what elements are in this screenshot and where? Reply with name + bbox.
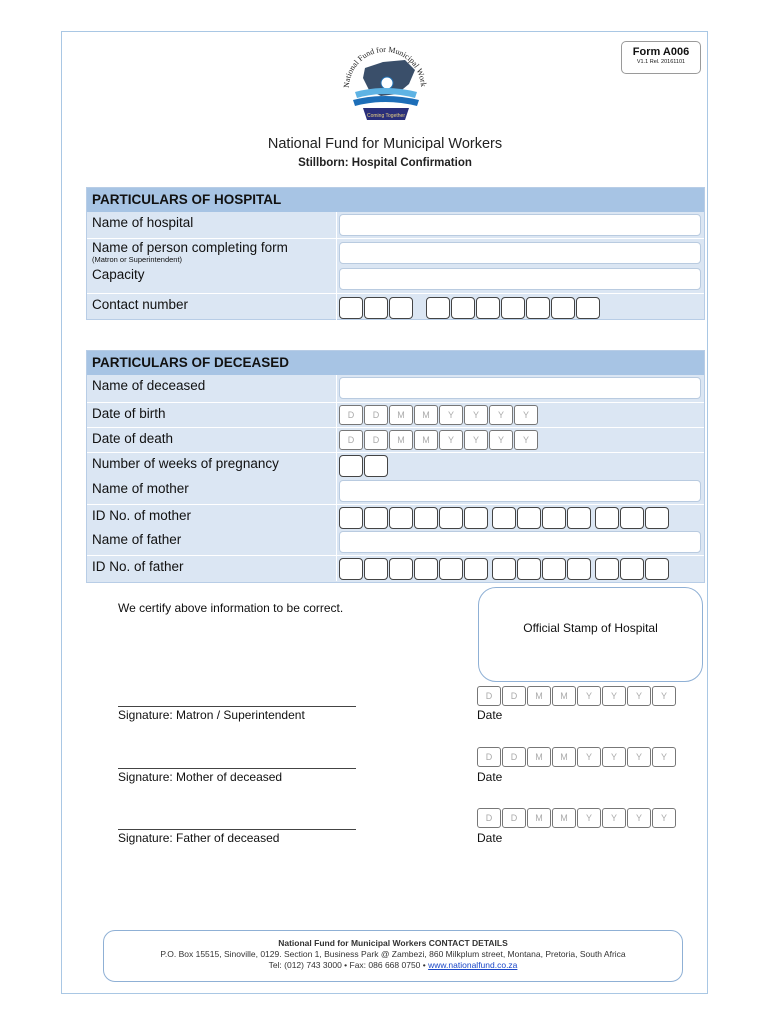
logo-arc-text: National Fund for Municipal Work: [341, 44, 429, 89]
date-of-death-boxes: [339, 430, 539, 450]
hospital-section-heading: PARTICULARS OF HOSPITAL: [87, 188, 704, 212]
hospital-name-row: [87, 212, 704, 238]
date-box[interactable]: D: [339, 430, 363, 450]
digit-box[interactable]: [517, 507, 541, 529]
father-id-label: ID No. of father: [92, 559, 184, 574]
date-box[interactable]: M: [527, 808, 551, 828]
digit-box[interactable]: [389, 507, 413, 529]
digit-box[interactable]: [492, 507, 516, 529]
capacity-label: Capacity: [92, 267, 145, 282]
digit-box[interactable]: [567, 558, 591, 580]
mother-date-boxes: [477, 747, 677, 767]
mother-name-label: Name of mother: [92, 481, 189, 496]
person-completing-note: (Matron or Superintendent): [92, 255, 183, 264]
date-box[interactable]: Y: [577, 747, 601, 767]
date-box[interactable]: Y: [489, 430, 513, 450]
date-box[interactable]: D: [364, 405, 388, 425]
stamp-label: Official Stamp of Hospital: [523, 621, 658, 635]
date-of-death-row: [87, 427, 704, 452]
date-box[interactable]: M: [552, 747, 576, 767]
digit-box[interactable]: [389, 558, 413, 580]
father-date-label: Date: [477, 831, 503, 845]
contact-number-label: Contact number: [92, 297, 189, 312]
mother-id-label: ID No. of mother: [92, 508, 192, 523]
mother-name-row: [87, 479, 704, 504]
matron-date-label: Date: [477, 708, 503, 722]
digit-box[interactable]: [364, 558, 388, 580]
digit-box[interactable]: [339, 558, 363, 580]
digit-box[interactable]: [439, 558, 463, 580]
date-box[interactable]: M: [552, 686, 576, 706]
date-box[interactable]: Y: [602, 808, 626, 828]
date-box[interactable]: D: [477, 747, 501, 767]
date-box[interactable]: Y: [489, 405, 513, 425]
father-name-row: [87, 530, 704, 555]
digit-box[interactable]: [339, 507, 363, 529]
capacity-row: [87, 267, 704, 293]
father-signature-line[interactable]: [118, 829, 356, 830]
deceased-name-input[interactable]: [339, 377, 701, 399]
date-box[interactable]: Y: [602, 747, 626, 767]
date-box[interactable]: D: [477, 808, 501, 828]
capacity-input[interactable]: [339, 268, 701, 290]
contact-details-footer: [103, 930, 683, 982]
logo-ribbon-text: Coming Together: [367, 113, 405, 119]
digit-box[interactable]: [339, 455, 363, 477]
matron-signature-label: Signature: Matron / Superintendent: [118, 708, 305, 722]
digit-box[interactable]: [439, 507, 463, 529]
digit-box[interactable]: [476, 297, 500, 319]
digit-box[interactable]: [620, 558, 644, 580]
organisation-title: National Fund for Municipal Workers: [267, 136, 503, 152]
digit-box[interactable]: [620, 507, 644, 529]
digit-box[interactable]: [645, 507, 669, 529]
hospital-name-input[interactable]: [339, 214, 701, 236]
father-signature-label: Signature: Father of deceased: [118, 831, 280, 845]
deceased-section: [86, 350, 705, 583]
digit-box[interactable]: [492, 558, 516, 580]
contact-number-row: [87, 293, 704, 320]
footer-website-link[interactable]: www.nationalfund.co.za: [428, 960, 518, 970]
person-completing-row: [87, 238, 704, 267]
digit-box[interactable]: [526, 297, 550, 319]
father-name-input[interactable]: [339, 531, 701, 553]
form-version: V1.1 Rel. 20161101: [636, 59, 686, 65]
date-box[interactable]: Y: [464, 405, 488, 425]
digit-box[interactable]: [567, 507, 591, 529]
father-date-boxes: [477, 808, 677, 828]
date-box[interactable]: Y: [439, 405, 463, 425]
date-box[interactable]: Y: [652, 747, 676, 767]
date-box[interactable]: Y: [464, 430, 488, 450]
matron-date-boxes: [477, 686, 677, 706]
date-of-death-label: Date of death: [92, 431, 174, 446]
date-box[interactable]: Y: [627, 747, 651, 767]
date-box[interactable]: M: [527, 686, 551, 706]
matron-signature-line[interactable]: [118, 706, 356, 707]
date-box[interactable]: Y: [602, 686, 626, 706]
digit-box[interactable]: [595, 558, 619, 580]
date-box[interactable]: Y: [652, 686, 676, 706]
date-box[interactable]: M: [389, 430, 413, 450]
date-box[interactable]: D: [339, 405, 363, 425]
digit-box[interactable]: [551, 297, 575, 319]
form-code: Form A006: [632, 46, 690, 58]
date-box[interactable]: Y: [627, 808, 651, 828]
date-box[interactable]: Y: [577, 686, 601, 706]
digit-box[interactable]: [364, 297, 388, 319]
father-id-boxes: [339, 558, 670, 580]
digit-box[interactable]: [576, 297, 600, 319]
digit-box[interactable]: [501, 297, 525, 319]
digit-box[interactable]: [414, 558, 438, 580]
form-subtitle: Stillborn: Hospital Confirmation: [298, 157, 472, 169]
deceased-section-heading: PARTICULARS OF DECEASED: [87, 351, 704, 375]
digit-box[interactable]: [414, 507, 438, 529]
date-of-birth-label: Date of birth: [92, 406, 166, 421]
digit-box[interactable]: [542, 558, 566, 580]
hospital-section: [86, 187, 705, 320]
weeks-of-pregnancy-row: [87, 452, 704, 479]
date-box[interactable]: M: [552, 808, 576, 828]
digit-box[interactable]: [389, 297, 413, 319]
digit-box[interactable]: [364, 455, 388, 477]
date-of-birth-row: [87, 402, 704, 427]
certification-statement: We certify above information to be correct.: [118, 601, 344, 615]
date-box[interactable]: D: [364, 430, 388, 450]
digit-box[interactable]: [645, 558, 669, 580]
date-box[interactable]: M: [389, 405, 413, 425]
hospital-stamp-area[interactable]: [478, 587, 703, 682]
date-box[interactable]: M: [414, 430, 438, 450]
footer-phones: Tel: (012) 743 3000 • Fax: 086 668 0750 •: [268, 960, 429, 970]
hospital-name-label: Name of hospital: [92, 215, 194, 230]
weeks-of-pregnancy-label: Number of weeks of pregnancy: [92, 456, 279, 471]
date-box[interactable]: Y: [439, 430, 463, 450]
form-number-badge: [621, 41, 701, 74]
footer-address: P.O. Box 15515, Sinoville, 0129. Section 1, Business Park @ Zambezi, 860 Milkplum street, Montana, Pretoria, South Africa: [160, 949, 626, 959]
digit-box[interactable]: [426, 297, 450, 319]
weeks-of-pregnancy-boxes: [339, 455, 389, 477]
date-box[interactable]: D: [502, 686, 526, 706]
date-box[interactable]: Y: [627, 686, 651, 706]
date-box[interactable]: D: [477, 686, 501, 706]
person-completing-input[interactable]: [339, 242, 701, 264]
digit-box[interactable]: [595, 507, 619, 529]
footer-title: National Fund for Municipal Workers CONTACT DETAILS: [278, 938, 508, 948]
date-box[interactable]: Y: [514, 430, 538, 450]
date-box[interactable]: D: [502, 747, 526, 767]
date-of-birth-boxes: [339, 405, 539, 425]
date-box[interactable]: Y: [514, 405, 538, 425]
digit-box[interactable]: [464, 558, 488, 580]
digit-box[interactable]: [464, 507, 488, 529]
contact-number-boxes: [339, 297, 601, 319]
person-completing-label: Name of person completing form: [92, 240, 288, 255]
mother-signature-line[interactable]: [118, 768, 356, 769]
date-box[interactable]: Y: [577, 808, 601, 828]
fund-logo: [335, 40, 435, 122]
mother-date-label: Date: [477, 770, 503, 784]
father-name-label: Name of father: [92, 532, 182, 547]
deceased-name-label: Name of deceased: [92, 378, 206, 393]
deceased-name-row: [87, 375, 704, 402]
mother-name-input[interactable]: [339, 480, 701, 502]
digit-box[interactable]: [339, 297, 363, 319]
digit-box[interactable]: [517, 558, 541, 580]
digit-box[interactable]: [451, 297, 475, 319]
date-box[interactable]: D: [502, 808, 526, 828]
mother-id-row: [87, 504, 704, 530]
date-box[interactable]: M: [527, 747, 551, 767]
mother-id-boxes: [339, 507, 670, 529]
date-box[interactable]: M: [414, 405, 438, 425]
footer-contact-line: [104, 960, 682, 971]
mother-signature-label: Signature: Mother of deceased: [118, 770, 283, 784]
date-box[interactable]: Y: [652, 808, 676, 828]
father-id-row: [87, 555, 704, 581]
digit-box[interactable]: [542, 507, 566, 529]
digit-box[interactable]: [364, 507, 388, 529]
